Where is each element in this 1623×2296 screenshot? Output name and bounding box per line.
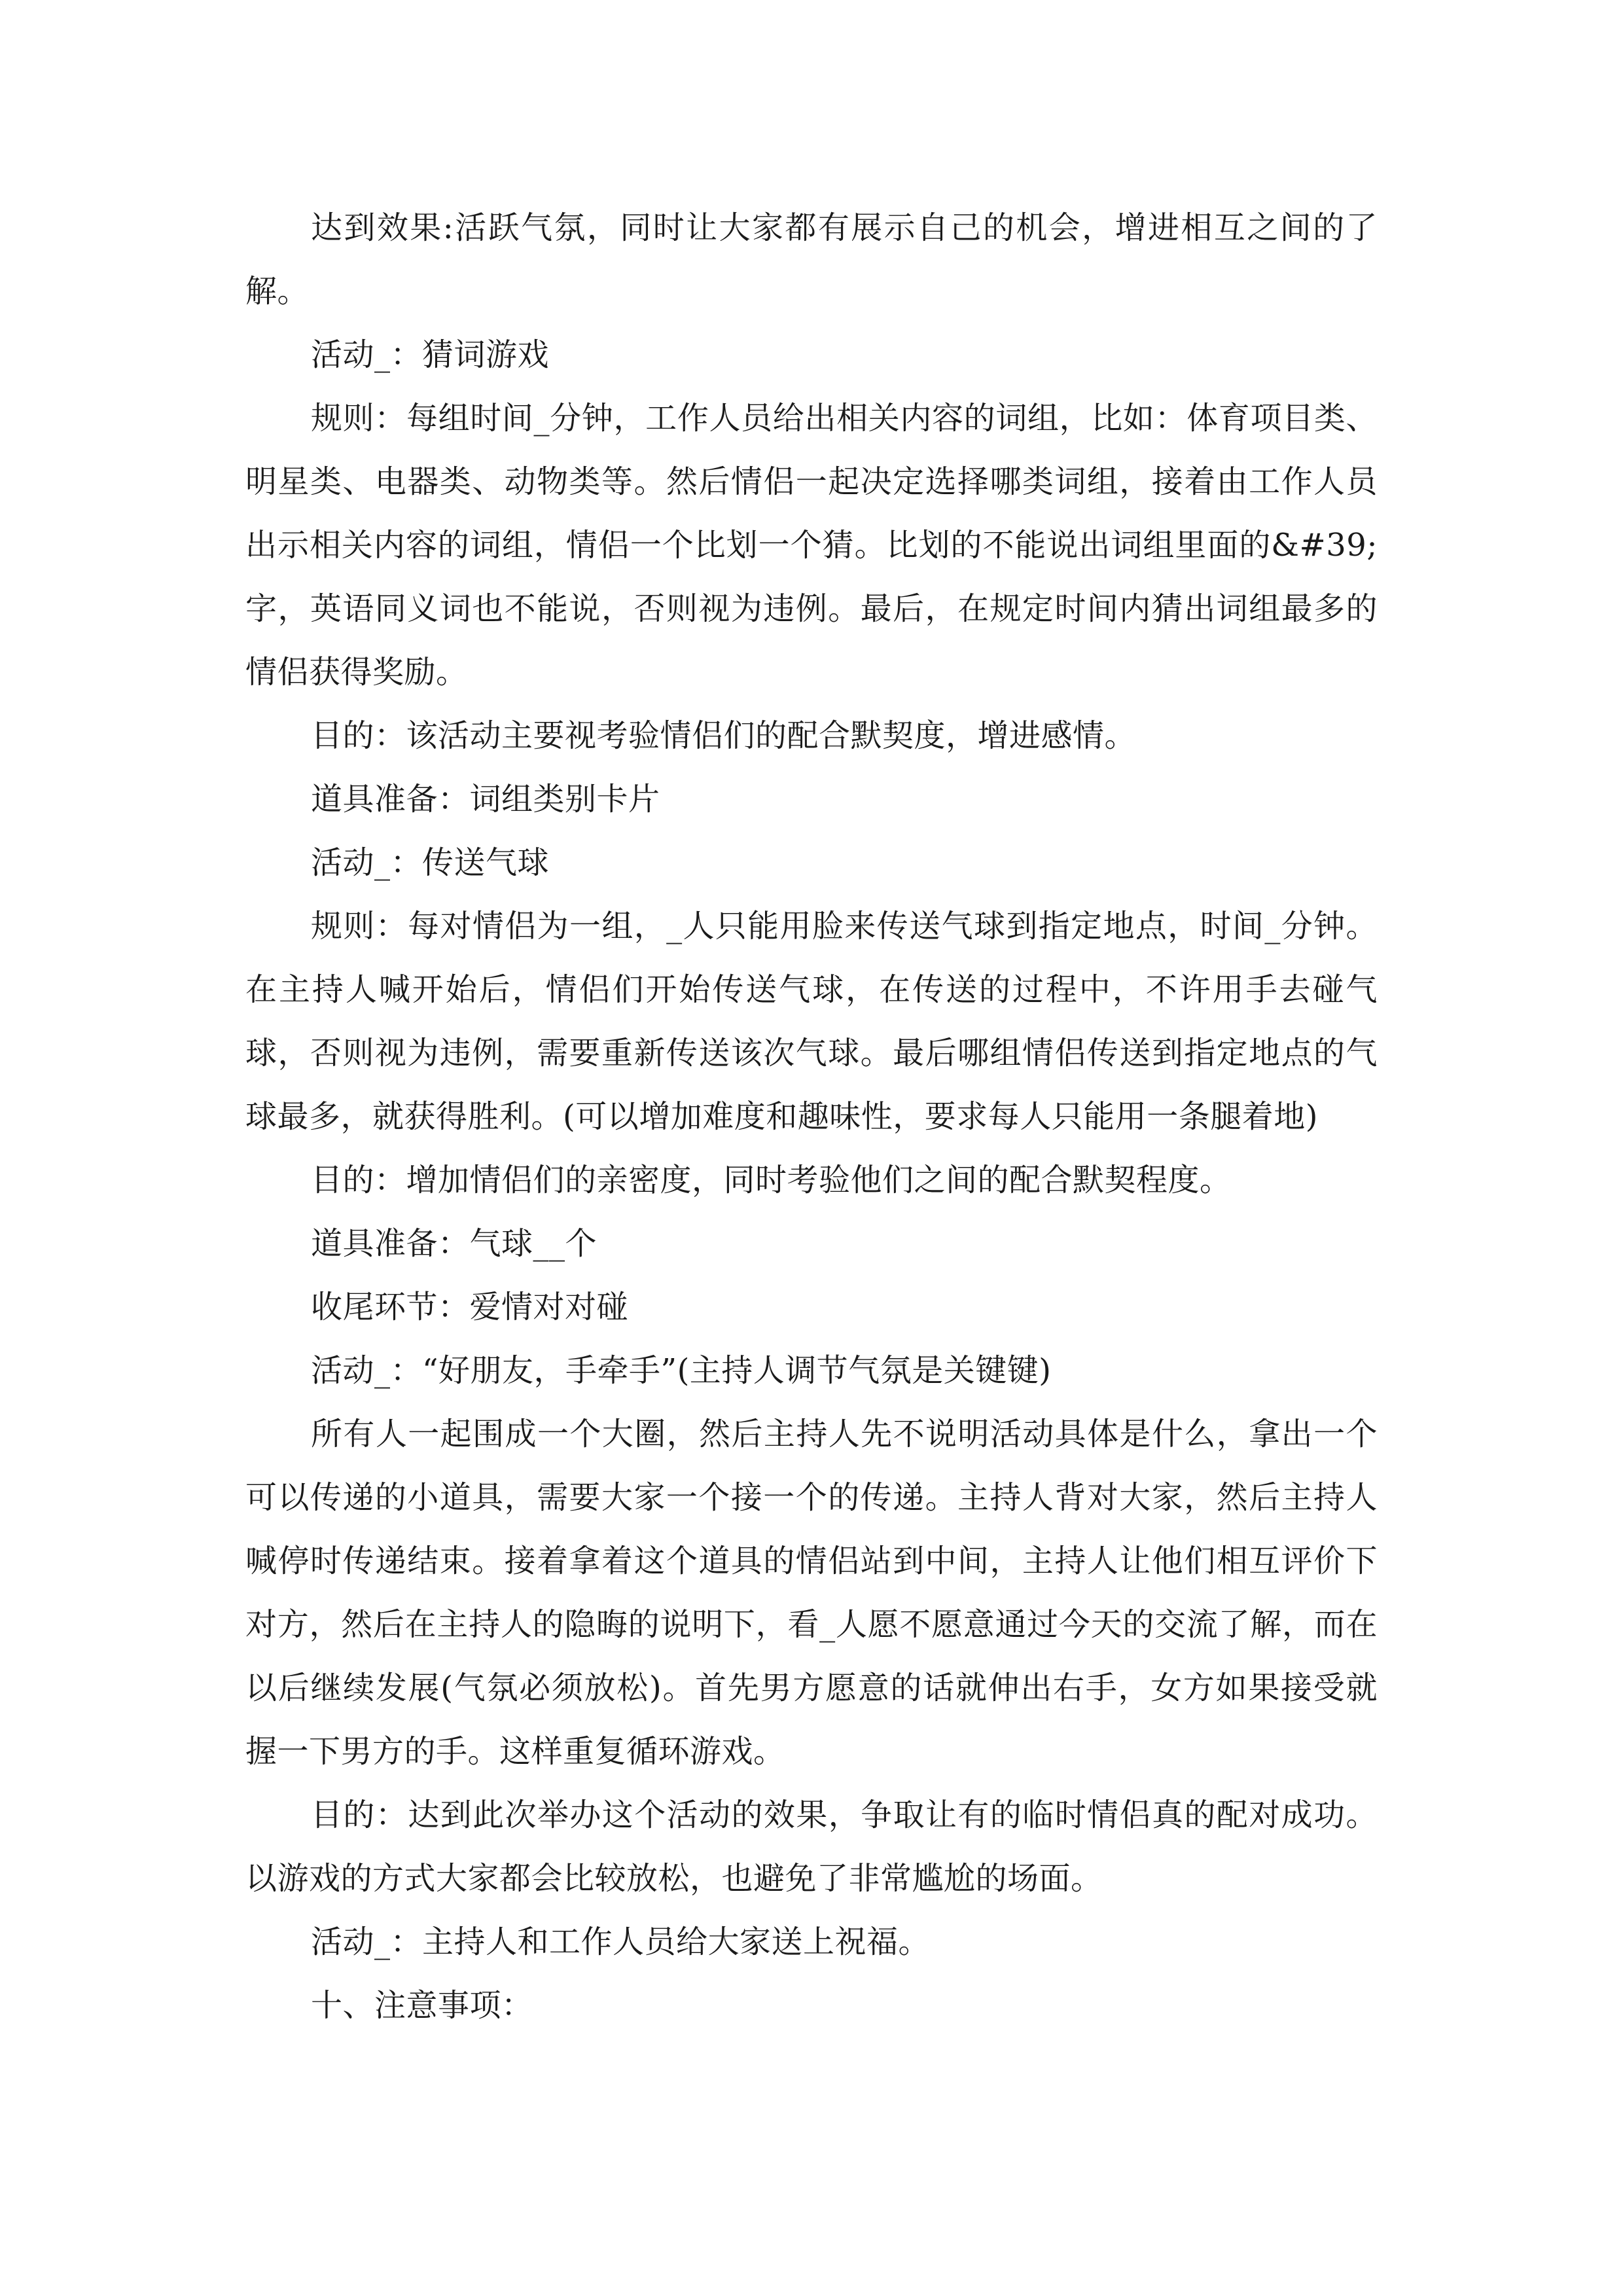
paragraph-purpose-guess-words: 目的：该活动主要视考验情侣们的配合默契度，增进感情。 xyxy=(311,717,1137,754)
paragraph-purpose-hand-in-hand: 目的：达到此次举办这个活动的效果，争取让有的临时情侣真的配对成功。以游戏的方式大家都会比较放松，也避免了非常尴尬的场面。 xyxy=(245,1797,1378,1897)
paragraph-section-notes: 十、注意事项： xyxy=(311,1987,533,2024)
paragraph-props-guess-words: 道具准备：词组类别卡片 xyxy=(311,781,660,817)
paragraph-activity-guess-words: 活动_：猜词游戏 xyxy=(311,336,550,373)
paragraph-rules-balloon: 规则：每对情侣为一组，_人只能用脸来传送气球到指定地点，时间_分钟。在主持人喊开始后，情侣们开始传送气球，在传送的过程中，不许用手去碰气球，否则视为违例，需要重新传送该次气球。最后哪组情侣传送到指定地点的气球最多，就获得胜利。(可以增加难度和趣味性，要求每人只能用一条腿着地) xyxy=(245,908,1378,1135)
paragraph-activity-blessing: 活动_：主持人和工作人员给大家送上祝福。 xyxy=(311,1924,931,1960)
paragraph-effect: 达到效果:活跃气氛，同时让大家都有展示自己的机会，增进相互之间的了解。 xyxy=(245,209,1378,310)
paragraph-props-balloon: 道具准备：气球__个 xyxy=(311,1225,597,1262)
paragraph-description-hand-in-hand: 所有人一起围成一个大圈，然后主持人先不说明活动具体是什么，拿出一个可以传递的小道具，需要大家一个接一个的传递。主持人背对大家，然后主持人喊停时传递结束。接着拿着这个道具的情侣站到中间，主持人让他们相互评价下对方，然后在主持人的隐晦的说明下，看_人愿不愿意通过今天的交流了解，而在以后继续发展(气氛必须放松)。首先男方愿意的话就伸出右手，女方如果接受就握一下男方的手。这样重复循环游戏。 xyxy=(245,1416,1378,1770)
document-body xyxy=(245,196,1378,2037)
paragraph-rules-guess-words: 规则：每组时间_分钟，工作人员给出相关内容的词组，比如：体育项目类、明星类、电器类、动物类等。然后情侣一起决定选择哪类词组，接着由工作人员出示相关内容的词组，情侣一个比划一个猜。比划的不能说出词组里面的&#39;字，英语同义词也不能说，否则视为违例。最后，在规定时间内猜出词组最多的情侣获得奖励。 xyxy=(245,400,1378,691)
paragraph-activity-hand-in-hand: 活动_：“好朋友，手牵手”(主持人调节气氛是关键键) xyxy=(311,1352,1052,1389)
paragraph-closing-section: 收尾环节：爱情对对碰 xyxy=(311,1289,629,1325)
paragraph-purpose-balloon: 目的：增加情侣们的亲密度，同时考验他们之间的配合默契程度。 xyxy=(311,1162,1232,1198)
paragraph-activity-balloon: 活动_：传送气球 xyxy=(311,844,550,881)
